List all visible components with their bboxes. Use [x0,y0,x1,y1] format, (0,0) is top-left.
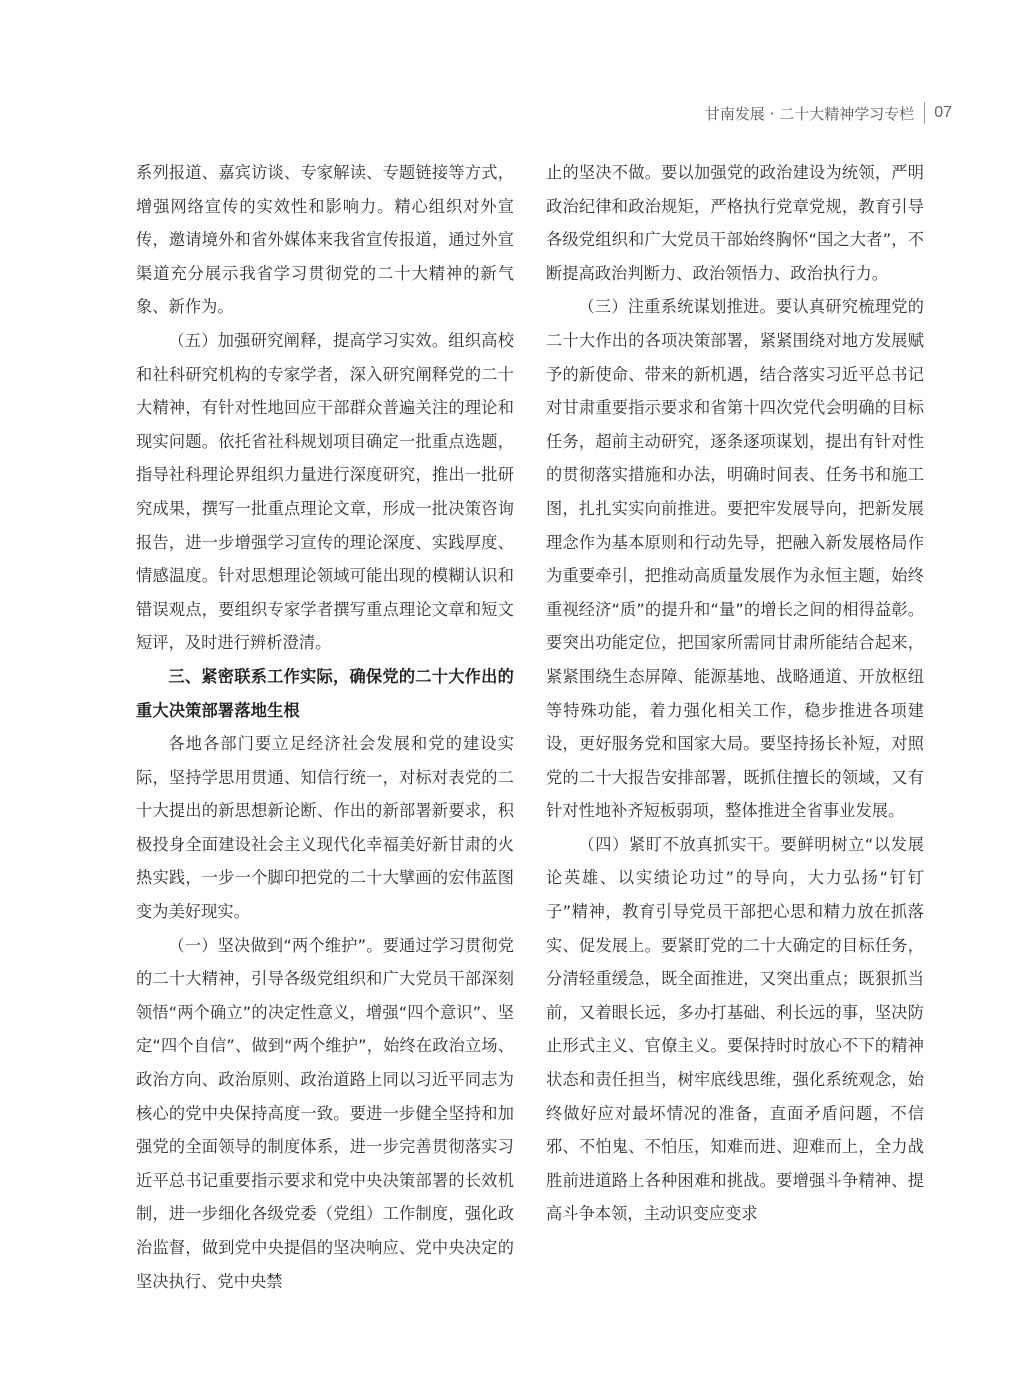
right-column [546,156,924,1231]
running-header [705,99,952,127]
paragraph-systematic-planning: （三）注重系统谋划推进。要认真研究梳理党的二十大作出的各项决策部署，紧紧围绕对地方发展赋予的新使命、带来的新机遇，结合落实习近平总书记对甘肃重要指示要求和省第十四次党代会明确的目标任务，超前主动研究，逐条逐项谋划，提出有针对性的贯彻落实措施和办法，明确时间表、任务书和施工图，扎扎实实向前推进。要把牢发展导向，把新发展理念作为基本原则和行动先导，把融入新发展格局作为重要牵引，把推动高质量发展作为永恒主题，始终重视经济“质”的提升和“量”的增长之间的相得益彰。要突出功能定位，把国家所需同甘肃所能结合起来，紧紧围绕生态屏障、能源基地、战略通道、开放枢纽等特殊功能，着力强化相关工作，稳步推进各项建设，更好服务党和国家大局。要坚持扬长补短，对照党的二十大报告安排部署，既抓住擅长的领域，又有针对性地补齐短板弱项，整体推进全省事业发展。 [546,297,924,821]
paragraph-section-intro: 各地各部门要立足经济社会发展和党的建设实际，坚持学思用贯通、知信行统一，对标对表党的二十大提出的新思想新论断、作出的新部署新要求，积极投身全面建设社会主义现代化幸福美好新甘肃的火热实践，一步一个脚印把党的二十大擘画的宏伟蓝图变为美好现实。 [136,734,514,922]
left-column [136,156,514,1298]
paragraph-continued: 止的坚决不做。要以加强党的政治建设为统领，严明政治纪律和政治规矩，严格执行党章党规，教育引导各级党组织和广大党员干部始终胸怀“国之大者”，不断提高政治判断力、政治领悟力、政治执行力。 [546,163,924,283]
paragraph-two-upholds: （一）坚决做到“两个维护”。要通过学习贯彻党的二十大精神，引导各级党组织和广大党员干部深刻领悟“两个确立”的决定性意义，增强“四个意识”、坚定“四个自信”、做到“两个维护”，始终在政治立场、政治方向、政治原则、政治道路上同以习近平同志为核心的党中央保持高度一致。要进一步健全坚持和加强党的全面领导的制度体系，进一步完善贯彻落实习近平总书记重要指示要求和党中央决策部署的长效机制，进一步细化各级党委（党组）工作制度，强化政治监督，做到党中央提倡的坚决响应、党中央决定的坚决执行、党中央禁 [136,935,514,1291]
page-number: 07 [934,104,952,121]
section-heading: 三、紧密联系工作实际，确保党的二十大作出的重大决策部署落地生根 [136,666,514,720]
header-divider [924,102,925,124]
paragraph-continued: 系列报道、嘉宾访谈、专家解读、专题链接等方式，增强网络宣传的实效性和影响力。精心组织对外宣传，邀请境外和省外媒体来我省宣传报道，通过外宣渠道充分展示我省学习贯彻党的二十大精神的新气象、新作为。 [136,163,514,317]
paragraph-real-work: （四）紧盯不放真抓实干。要鲜明树立“以发展论英雄、以实绩论功过”的导向，大力弘扬“钉钉子”精神，教育引导党员干部把心思和精力放在抓落实、促发展上。要紧盯党的二十大确定的目标任务，分清轻重缓急，既全面推进，又突出重点；既狠抓当前，又着眼长远，多办打基础、利长远的事，坚决防止形式主义、官僚主义。要保持时时放心不下的精神状态和责任担当，树牢底线思维，强化系统观念，始终做好应对最坏情况的准备，直面矛盾问题，不信邪、不怕鬼、不怕压，知难而进、迎难而上，全力战胜前进道路上各种困难和挑战。要增强斗争精神、提高斗争本领，主动识变应变求 [546,834,924,1224]
paragraph-research: （五）加强研究阐释，提高学习实效。组织高校和社科研究机构的专家学者，深入研究阐释党的二十大精神，有针对性地回应干部群众普遍关注的理论和现实问题。依托省社科规划项目确定一批重点选题，指导社科理论界组织力量进行深度研究，推出一批研究成果，撰写一批重点理论文章，形成一批决策咨询报告，进一步增强学习宣传的理论深度、实践厚度、情感温度。针对思想理论领域可能出现的模糊认识和错误观点，要组织专家学者撰写重点理论文章和短文短评，及时进行辨析澄清。 [136,330,514,653]
header-title: 甘南发展 · 二十大精神学习专栏 [704,104,915,123]
